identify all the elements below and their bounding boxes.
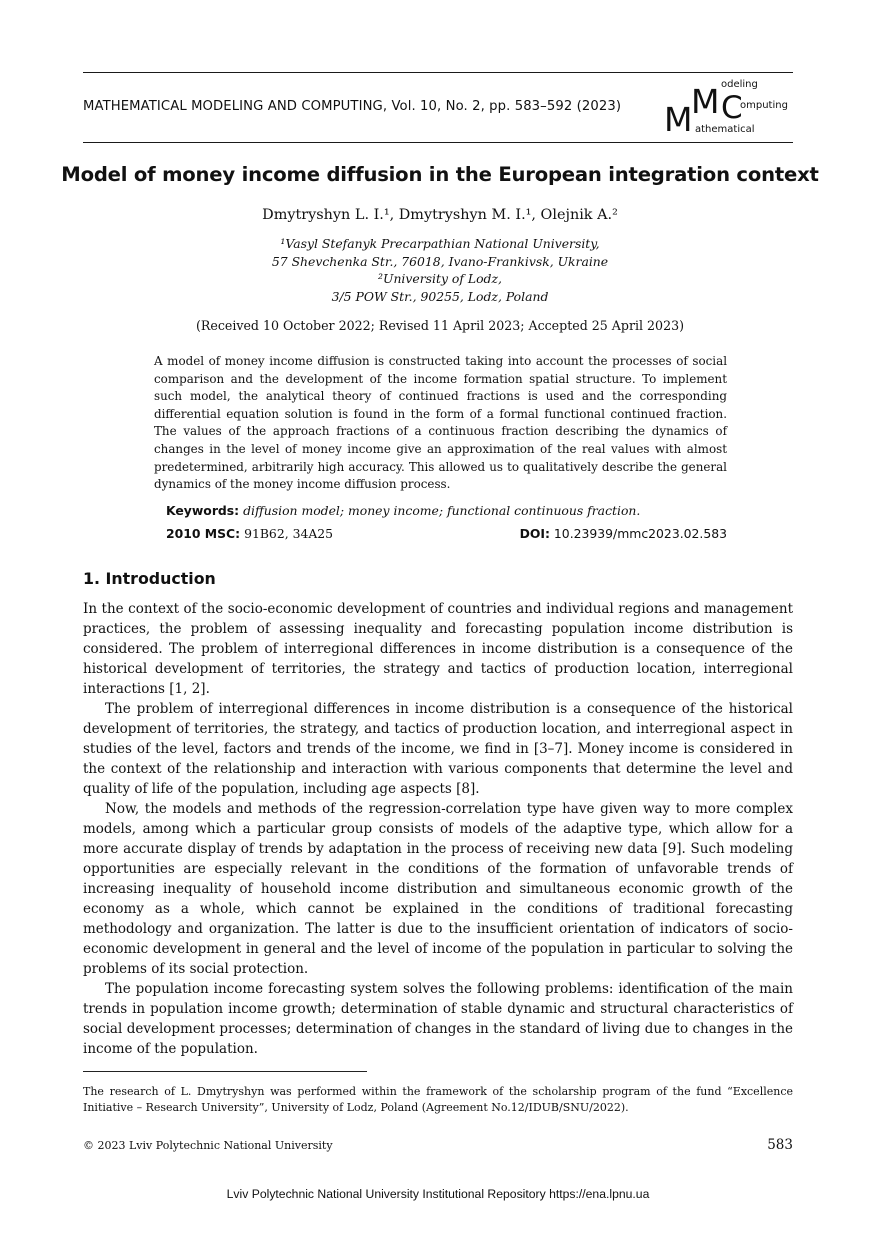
logo-word-modeling: odeling (721, 79, 758, 90)
msc-value: 91B62, 34A25 (244, 526, 334, 541)
affiliation-line-2: 57 Shevchenka Str., 76018, Ivano-Frankivsk, Ukraine (271, 253, 609, 269)
logo-word-mathematical: athematical (695, 124, 755, 135)
affiliation-line-1: ¹Vasyl Stefanyk Precarpathian National University, (280, 236, 600, 251)
doi-label: DOI: (519, 526, 550, 541)
intro-paragraph-1: In the context of the socio-economic development of countries and individual regions and management practices, the problem of assessing inequality and forecasting population income distribution is considered. The problem of interregional differences in income distribution is a consequence of the historical development of territories, the strategy and tactics of production location, interregional interactions [1, 2]. (83, 601, 793, 697)
abstract: A model of money income diffusion is constructed taking into account the processes of social comparison and the development of the income formation spatial structure. To implement such model, the analytical theory of continued fractions is used and the corresponding differential equation solution is found in the form of a formal functional continued fraction. The values of the approach fractions of a continuous fraction describing the dynamics of changes in the level of money income give an approximation of the real values with almost predetermined, arbitrarily high accuracy. This allowed us to qualitatively describe the general dynamics of the money income diffusion process. (154, 354, 727, 492)
logo-word-computing: omputing (740, 100, 788, 111)
header-rule-bottom (83, 142, 793, 143)
logo-letter-m-bottom: M (664, 100, 693, 139)
keywords-label: Keywords: (166, 503, 240, 518)
mmc-logo (664, 76, 796, 140)
keywords-line (166, 503, 640, 518)
footnote-rule (83, 1071, 367, 1072)
repository-footer: Lviv Polytechnic National University Institutional Repository https://ena.lpnu.ua (226, 1187, 650, 1201)
msc-label: 2010 MSC: (166, 526, 241, 541)
doi-value[interactable]: 10.23939/mmc2023.02.583 (553, 526, 727, 541)
received-dates: (Received 10 October 2022; Revised 11 April 2023; Accepted 25 April 2023) (195, 318, 685, 333)
msc-doi-line (166, 526, 727, 541)
affiliations (40, 235, 840, 305)
paper-authors: Dmytryshyn L. I.¹, Dmytryshyn M. I.¹, Olejnik A.² (262, 207, 618, 223)
section-title-introduction: 1. Introduction (83, 569, 216, 588)
intro-paragraph-2: The problem of interregional differences in income distribution is a consequence of the historical development of territories, the strategy, and tactics of production location, and interregional aspect in studies of the level, factors and trends of the income, we find in [3–7]. Money income is considered in the context of the relationship and interaction with various components that determine the level and quality of life of the population, including age aspects [8]. (83, 701, 793, 797)
copyright: © 2023 Lviv Polytechnic National University (83, 1139, 333, 1152)
funding-footnote: The research of L. Dmytryshyn was performed within the framework of the scholarship program of the fund “Excellence Initiative – Research University”, University of Lodz, Poland (Agreement No.12/IDUB/SNU/2022). (83, 1085, 793, 1115)
journal-header: MATHEMATICAL MODELING AND COMPUTING, Vol. 10, No. 2, pp. 583–592 (2023) (83, 99, 622, 114)
affiliation-line-4: 3/5 POW Str., 90255, Lodz, Poland (331, 288, 549, 304)
logo-letter-c: C (721, 90, 743, 126)
affiliation-line-3: ²University of Lodz, (378, 271, 502, 287)
logo-letter-m-top: M (691, 82, 720, 121)
introduction-body (83, 599, 793, 1059)
keywords-value: diffusion model; money income; functional continuous fraction. (243, 503, 641, 518)
doi (520, 526, 727, 541)
page-number: 583 (767, 1137, 793, 1153)
header-rule-top (83, 72, 793, 73)
intro-paragraph-4: The population income forecasting system solves the following problems: identification of the main trends in population income growth; determination of stable dynamic and structural characteristics of social development processes; determination of changes in the standard of living due to changes in the income of the population. (83, 981, 793, 1057)
intro-paragraph-3: Now, the models and methods of the regression-correlation type have given way to more complex models, among which a particular group consists of models of the adaptive type, which allow for a more accurate display of trends by adaptation in the process of receiving new data [9]. Such modeling opportunities are especially relevant in the conditions of the formation of unfavorable trends of increasing inequality of household income distribution and simultaneous economic growth of the economy as a whole, which cannot be explained in the conditions of traditional forecasting methodology and organization. The latter is due to the insufficient orientation of indicators of socio-economic development in general and the level of income of the population in particular to solving the problems of its social protection. (83, 801, 793, 977)
paper-title: Model of money income diffusion in the European integration context (61, 163, 819, 186)
